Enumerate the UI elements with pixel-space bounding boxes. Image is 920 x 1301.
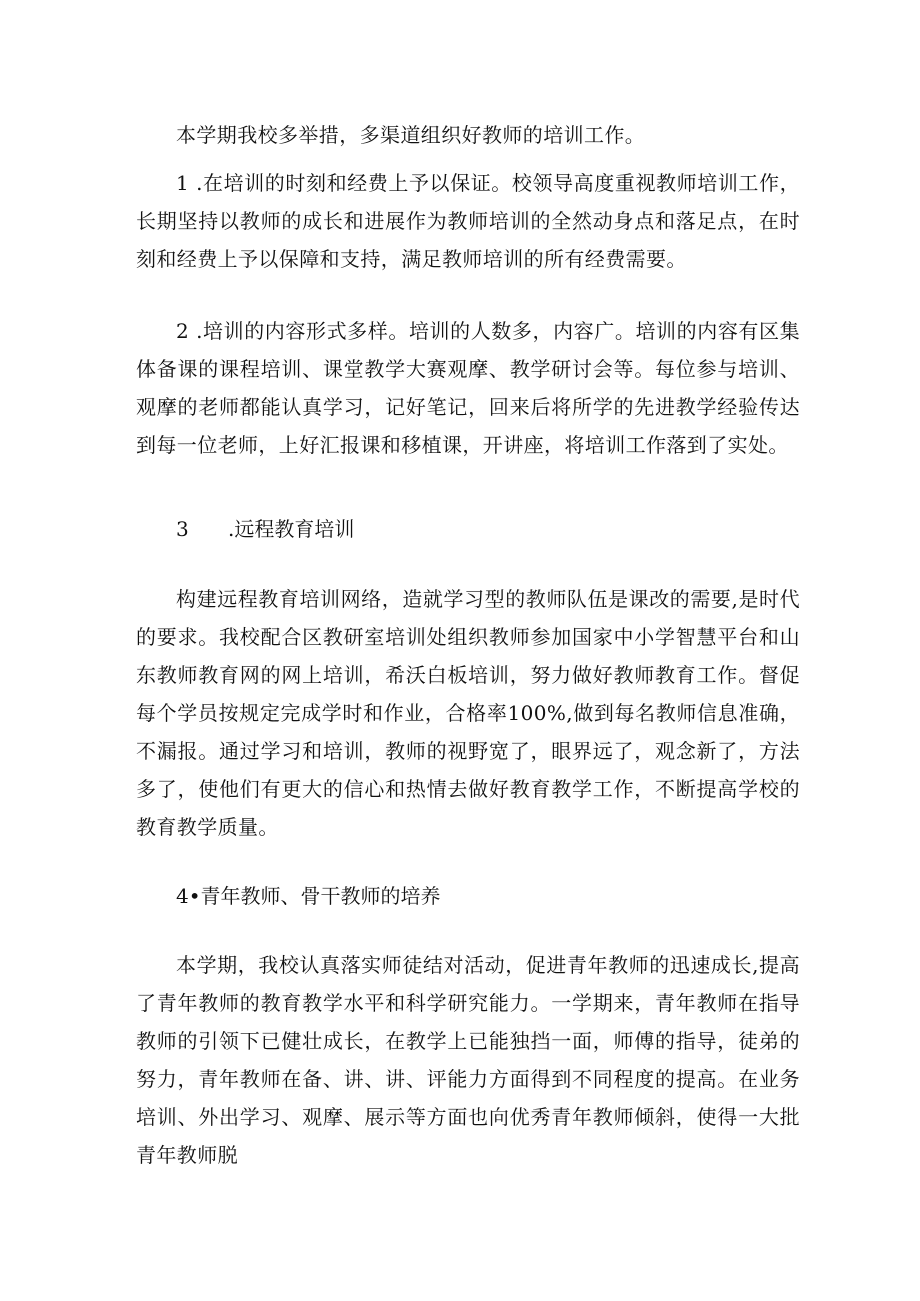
section-3-heading [176,510,354,548]
section-3-title: .远程教育培训 [228,517,355,541]
section-3-number: 3 [176,517,189,541]
item-2-paragraph: 2 .培训的内容形式多样。培训的人数多，内容广。培训的内容有区集体备课的课程培训、课堂教学大赛观摩、教学研讨会等。每位参与培训、观摩的老师都能认真学习，记好笔记，回来后将所学的先进教学经验传达到每一位老师，上好汇报课和移植课，开讲座，将培训工作落到了实处。 [136,319,800,457]
section-3-paragraph: 构建远程教育培训网络，造就学习型的教师队伍是课改的需要,是时代的要求。我校配合区教研室培训处组织教师参加国家中小学智慧平台和山东教师教育网的网上培训，希沃白板培训，努力做好教师教育工作。督促每个学员按规定完成学时和作业，合格率100%,做到每名教师信息准确，不漏报。通过学习和培训，教师的视野宽了，眼界远了，观念新了，方法多了，使他们有更大的信心和热情去做好教育教学工作，不断提高学校的教育教学质量。 [136,587,800,839]
item-1-paragraph: 1 .在培训的时刻和经费上予以保证。校领导高度重视教师培训工作，长期坚持以教师的成长和进展作为教师培训的全然动身点和落足点，在时刻和经费上予以保障和支持，满足教师培训的所有经费需要。 [136,171,800,271]
section-4-paragraph: 本学期，我校认真落实师徒结对活动，促进青年教师的迅速成长,提高了青年教师的教育教学水平和科学研究能力。一学期来，青年教师在指导教师的引领下已健壮成长，在教学上已能独挡一面，师傅的指导，徒弟的努力，青年教师在备、讲、讲、评能力方面得到不同程度的提高。在业务培训、外出学习、观摩、展示等方面也向优秀青年教师倾斜，使得一大批青年教师脱 [136,953,800,1167]
section-4-heading: 4•青年教师、骨干教师的培养 [176,884,441,908]
intro-paragraph: 本学期我校多举措，多渠道组织好教师的培训工作。 [176,123,646,147]
